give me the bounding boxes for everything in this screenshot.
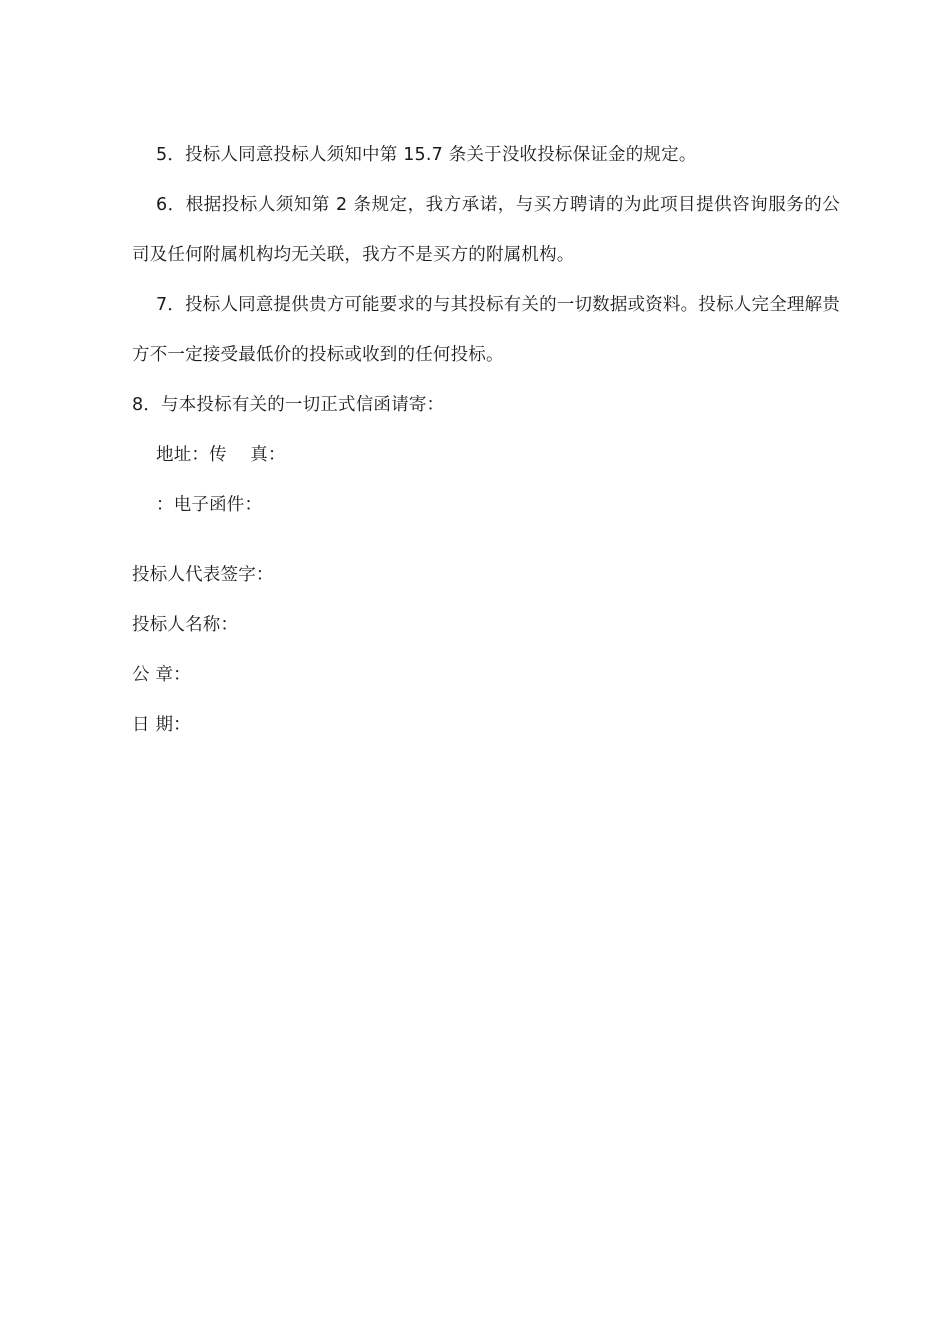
representative-signature-label: 投标人代表签字： — [132, 565, 274, 585]
bidder-name-label: 投标人名称： — [132, 615, 239, 635]
clause-5: 5．投标人同意投标人须知中第 15.7 条关于没收投标保证金的规定。 — [156, 145, 697, 165]
clause-7: 7．投标人同意提供贵方可能要求的与其投标有关的一切数据或资料。投标人完全理解贵方不一定接受最低价的投标或收到的任何投标。 — [132, 295, 840, 365]
email-line: ：电子函件： — [156, 495, 263, 515]
clause-8: 8．与本投标有关的一切正式信函请寄： — [132, 395, 445, 415]
address-fax-line: 地址：传 真： — [156, 445, 286, 465]
official-seal-label: 公 章： — [132, 665, 191, 685]
clause-6: 6．根据投标人须知第 2 条规定，我方承诺，与买方聘请的为此项目提供咨询服务的公司及任何附属机构均无关联，我方不是买方的附属机构。 — [132, 195, 840, 265]
date-label: 日 期： — [132, 715, 191, 735]
section-spacer — [132, 530, 840, 550]
document-body — [132, 130, 840, 750]
